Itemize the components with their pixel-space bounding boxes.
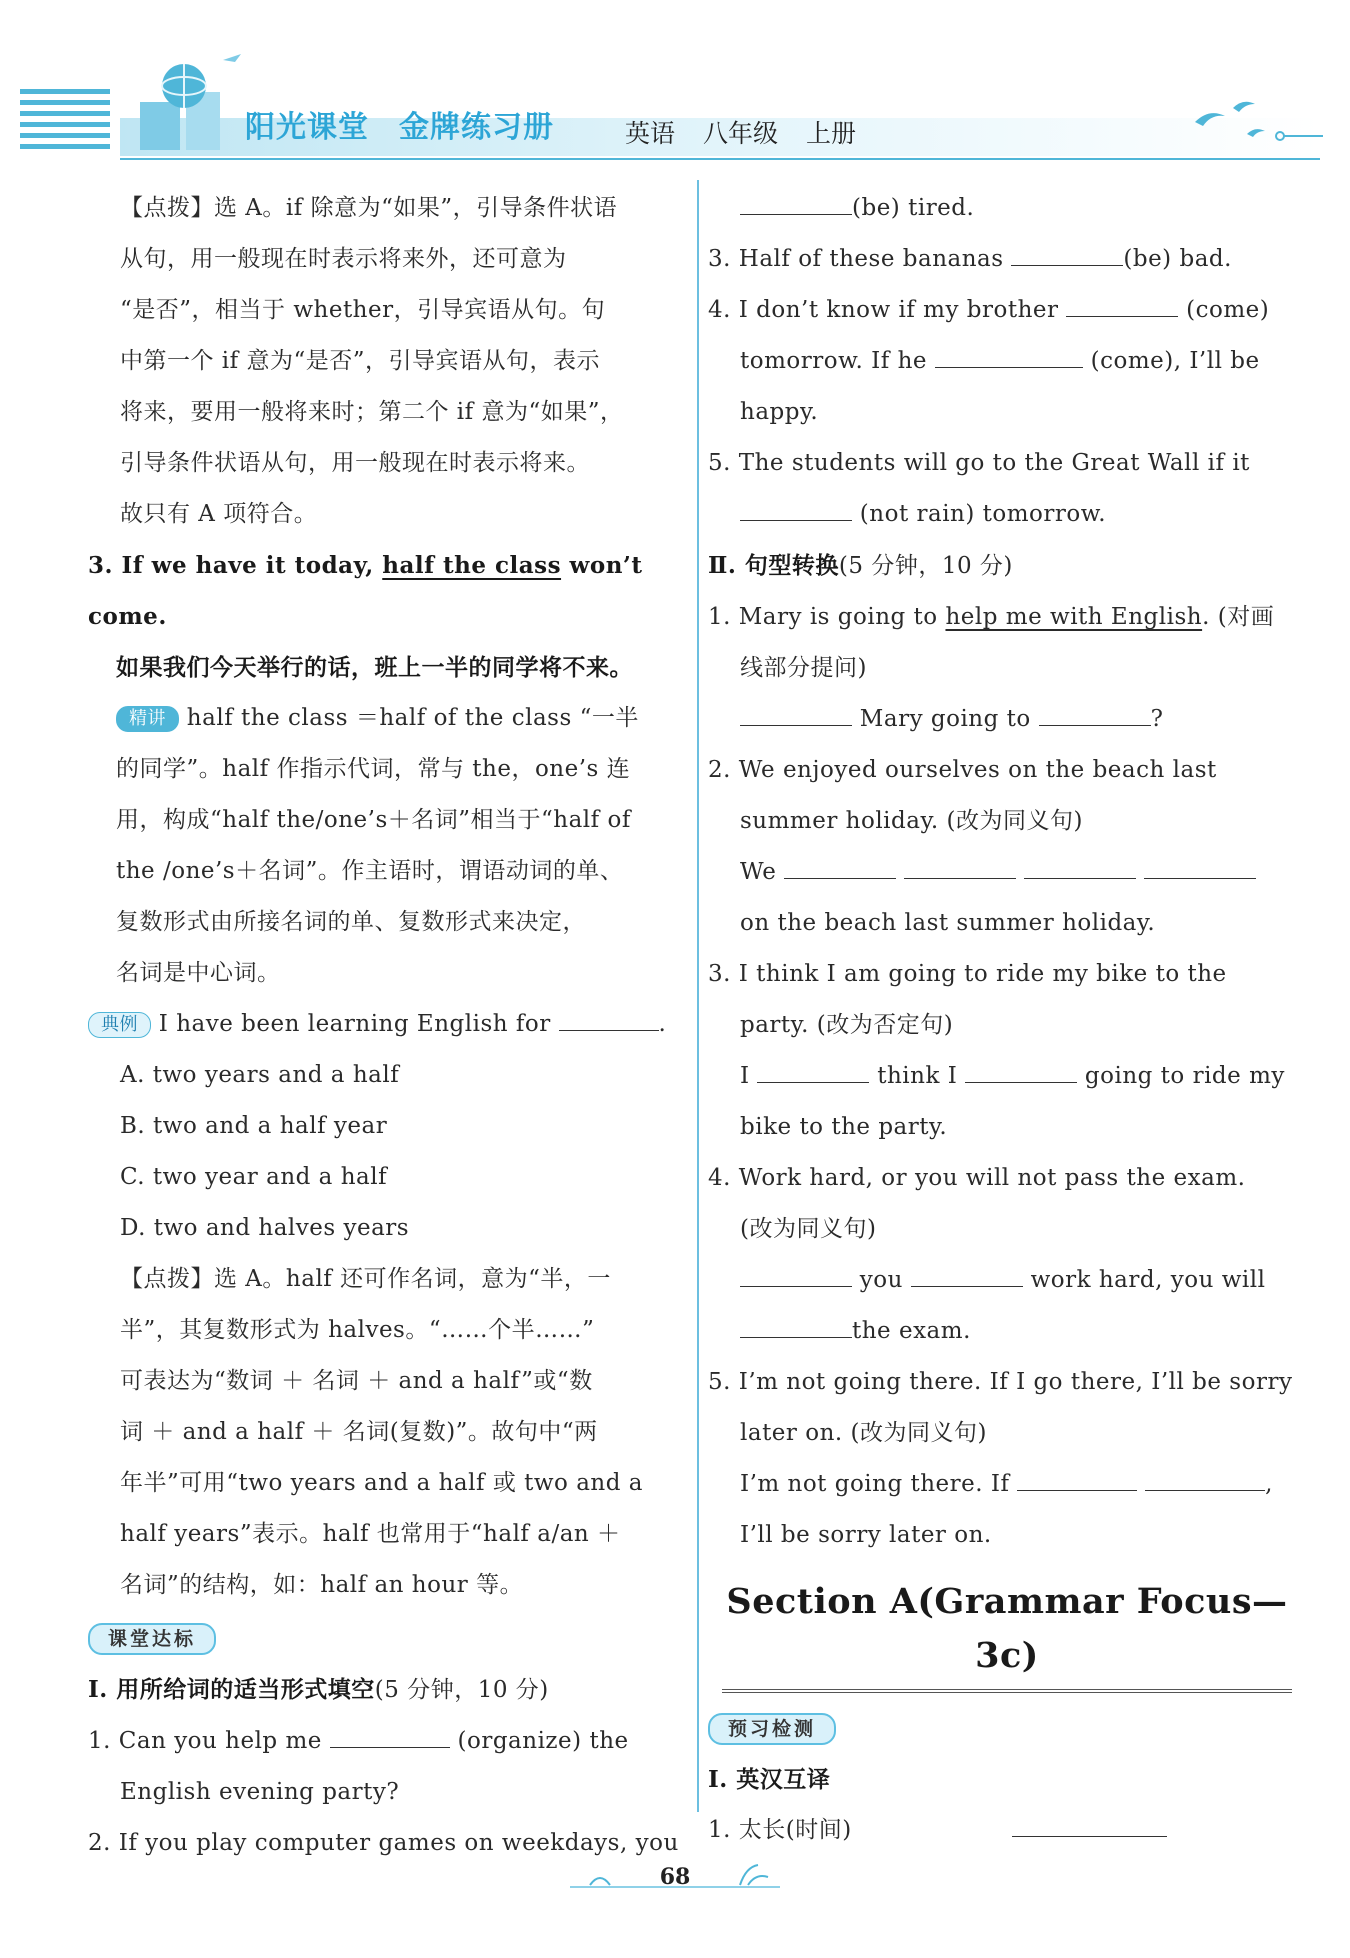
question-4 [708,285,1308,336]
example-tag: 典例 [88,1012,151,1038]
explanation-line: 中第一个 if 意为“是否”，引导宾语从句，表示 [120,348,601,374]
explanation-line: half years”表示。half 也常用于“half a/an ＋ [120,1521,621,1547]
transform-2: 2. We enjoyed ourselves on the beach last [708,757,1217,783]
vocab-1 [708,1805,1308,1856]
question-text: (come) [1178,297,1270,323]
answer-blank[interactable] [784,848,896,879]
question-text: you [852,1267,911,1293]
explanation-line: 从句，用一般现在时表示将来外，还可意为 [120,246,567,272]
brand-name-2: 金牌练习册 [399,110,554,145]
answer-blank[interactable] [1012,1806,1167,1837]
brand-name-1: 阳光课堂 [245,110,369,145]
class-practice-badge: 课堂达标 [88,1623,216,1655]
jingjiang-tag: 精讲 [116,706,179,732]
explanation-line: 【点拨】选 A。half 还可作名词，意为“半，一 [120,1266,611,1292]
question-text: (be) bad. [1123,246,1232,272]
example-text: I have been learning English for [151,1011,559,1037]
answer-blank[interactable] [1024,848,1136,879]
section-time: (5 分钟，10 分) [838,553,1013,579]
question-2: 2. If you play computer games on weekdays, you [88,1830,679,1856]
header-rule [120,158,1320,160]
option-b: B. two and a half year [120,1113,388,1139]
question-text: think I [869,1063,966,1089]
transform-4-answer [708,1306,1308,1357]
answer-blank[interactable] [330,1717,450,1748]
brand-title [245,102,584,146]
option-c: C. two year and a half [120,1164,388,1190]
answer-blank[interactable] [559,1000,659,1031]
key-phrase-underlined: half the class [382,552,562,579]
question-text: We [740,859,785,885]
explanation-line: 将来，要用一般将来时；第二个 if 意为“如果”， [120,399,624,425]
grade-label: 八年级 [703,119,779,148]
question-text: , [1265,1471,1273,1497]
underlined-phrase: help me with English [945,604,1203,630]
question-2-cont [708,183,1308,234]
question-text: (be) tired. [852,195,975,221]
answer-blank[interactable] [904,848,1016,879]
answer-blank[interactable] [1011,235,1123,266]
section-time: (5 分钟，10 分) [374,1677,549,1703]
question-3 [708,234,1308,285]
analysis-line: 的同学”。half 作指示代词，常与 the，one’s 连 [116,756,631,782]
question-text: going to ride my [1077,1063,1285,1089]
question-text: 3. Half of these bananas [708,246,1012,272]
answer-blank[interactable] [757,1052,869,1083]
key-sentence-text: won’t come. [88,552,643,630]
question-1-cont: English evening party? [120,1779,400,1805]
section-1-title [88,1664,688,1716]
question-text: I’m not going there. If [740,1471,1018,1497]
analysis-line: 复数形式由所接名词的单、复数形式来决定， [116,909,586,935]
question-text: 4. I don’t know if my brother [708,297,1067,323]
explanation-line: 词 ＋ and a half ＋ 名词(复数)”。故句中“两 [120,1419,598,1445]
question-text: 1. 太长(时间) [708,1817,852,1843]
question-text: 1. Can you help me [88,1728,330,1754]
section-2-title [708,540,1308,592]
explanation-line: “是否”，相当于 whether，引导宾语从句。句 [120,297,606,323]
question-4-cont: happy. [740,399,819,425]
transform-4: 4. Work hard, or you will not pass the exam. [708,1165,1246,1191]
preview-badge-row [708,1703,1308,1754]
globe-logo-icon [128,52,248,156]
transform-1 [708,592,1308,643]
question-text: ? [1150,706,1164,732]
page-number: 68 [659,1864,691,1890]
birds-icon [1185,94,1325,146]
answer-blank[interactable] [1066,286,1178,317]
answer-blank[interactable] [1145,1460,1265,1491]
left-column [88,183,688,1869]
volume-label: 上册 [806,119,857,148]
transform-5: 5. I’m not going there. If I go there, I’ll be sorry [708,1369,1293,1395]
section-3-title: Ⅰ. 英汉互译 [708,1766,831,1793]
example-text: . [658,1011,667,1037]
question-text: . (对画 [1202,604,1275,630]
explanation-line: 年半”可用“two years and a half 或 two and a [120,1470,643,1496]
transform-4-cont: (改为同义句) [740,1216,877,1242]
transform-2-cont: summer holiday. (改为同义句) [740,808,1083,834]
option-a: A. two years and a half [120,1062,400,1088]
book-info [625,114,884,150]
subject-label: 英语 [625,119,676,148]
explanation-line: 半”，其复数形式为 halves。“……个半……” [120,1317,595,1343]
key-sentence-3 [88,540,688,642]
question-text: (organize) the [449,1728,629,1754]
preview-check-badge: 预习检测 [708,1713,836,1745]
question-text: tomorrow. If he [740,348,935,374]
answer-blank[interactable] [740,695,852,726]
analysis-line: 用，构成“half the/one’s＋名词”相当于“half of [116,807,631,833]
answer-blank[interactable] [965,1052,1077,1083]
transform-3: 3. I think I am going to ride my bike to the [708,961,1227,987]
right-column [708,183,1308,1856]
page-header [20,52,1320,162]
transform-2-answer [708,847,1308,898]
transform-3-cont: bike to the party. [740,1114,948,1140]
question-text: (come), I’ll be [1082,348,1260,374]
answer-blank[interactable] [740,1256,852,1287]
question-text: (not rain) tomorrow. [852,501,1107,527]
section-title-text: Ⅰ. 用所给词的适当形式填空 [88,1676,375,1703]
explanation-line: 名词”的结构，如：half an hour 等。 [120,1572,524,1598]
answer-blank[interactable] [1039,695,1151,726]
answer-blank[interactable] [935,337,1083,368]
section-heading: Section A(Grammar Focus—3c) [722,1575,1292,1693]
key-sentence-translation: 如果我们今天举行的话，班上一半的同学将不来。 [116,654,633,681]
explanation-line: 故只有 A 项符合。 [120,501,318,527]
class-badge-row [88,1613,688,1664]
transform-1-answer [708,694,1308,745]
analysis-line [88,693,688,744]
answer-blank[interactable] [740,184,852,215]
answer-blank[interactable] [1017,1460,1137,1491]
transform-4-answer [708,1255,1308,1306]
option-d: D. two and halves years [120,1215,410,1241]
question-text: I [740,1063,758,1089]
column-divider [697,180,699,1812]
analysis-line: 名词是中心词。 [116,960,281,986]
answer-blank[interactable] [1144,848,1256,879]
question-text: work hard, you will [1022,1267,1266,1293]
transform-3-cont: party. (改为否定句) [740,1012,954,1038]
transform-5-cont: I’ll be sorry later on. [740,1522,992,1548]
explanation-line: 引导条件状语从句，用一般现在时表示将来。 [120,450,590,476]
question-text: Mary going to [852,706,1039,732]
answer-blank[interactable] [740,490,852,521]
transform-2-cont: on the beach last summer holiday. [740,910,1156,936]
question-1 [88,1716,688,1767]
question-text: 1. Mary is going to [708,604,946,630]
header-stripes [20,89,110,151]
analysis-line: the /one’s＋名词”。作主语时，谓语动词的单、 [116,858,624,884]
example-question [88,999,688,1050]
section-title-text: Ⅱ. 句型转换 [708,552,839,579]
transform-3-answer [708,1051,1308,1102]
question-4-cont [708,336,1308,387]
explanation-line: 可表达为“数词 ＋ 名词 ＋ and a half”或“数 [120,1368,593,1394]
explanation-line: 【点拨】选 A。if 除意为“如果”，引导条件状语 [120,195,618,221]
question-5: 5. The students will go to the Great Wall if it [708,450,1250,476]
analysis-text: half the class ＝half of the class “一半 [179,705,639,731]
transform-5-cont: later on. (改为同义句) [740,1420,987,1446]
transform-5-answer [708,1459,1308,1510]
transform-1-cont: 线部分提问) [740,655,867,681]
key-sentence-text: 3. If we have it today, [88,552,383,579]
answer-blank[interactable] [740,1307,852,1338]
question-text: the exam. [852,1318,971,1344]
question-5-cont [708,489,1308,540]
answer-blank[interactable] [911,1256,1023,1287]
